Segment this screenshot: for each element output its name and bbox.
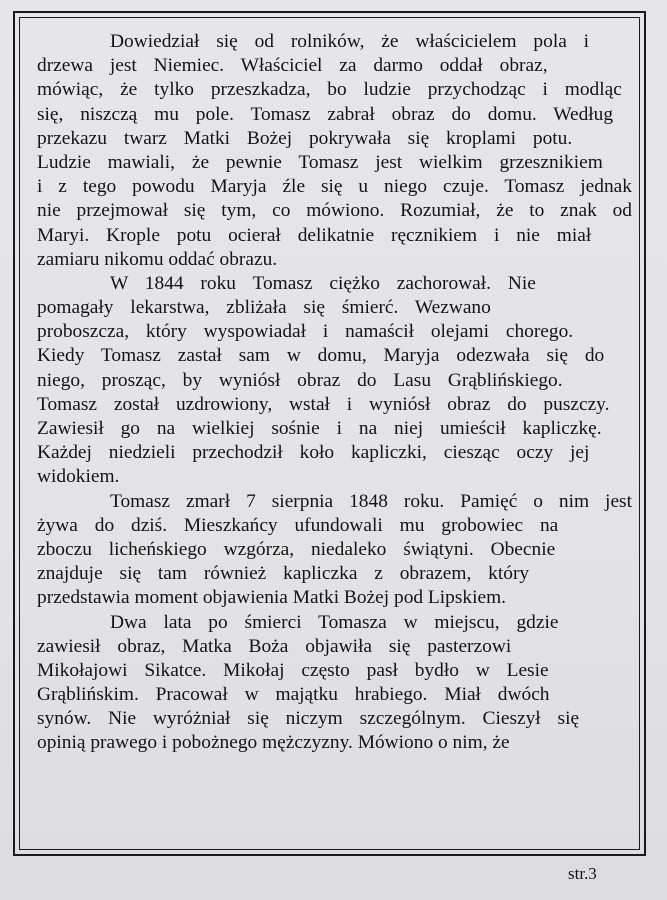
page-border-outer <box>13 11 646 856</box>
paragraph <box>37 30 632 272</box>
text-line: opinią prawego i pobożnego mężczyzny. Mówiono o nim, że <box>37 732 510 754</box>
text-line: zawiesił obraz, Matka Boża objawiła się pasterzowi <box>37 635 512 657</box>
text-line: Tomasz został uzdrowiony, wstał i wyniósł obraz do puszczy. <box>37 393 610 415</box>
text-line: Każdej niedzieli przechodził koło kapliczki, ciesząc oczy jej <box>37 442 590 464</box>
text-line: żywa do dziś. Mieszkańcy ufundowali mu grobowiec na <box>37 514 559 536</box>
text-line: drzewa jest Niemiec. Właściciel za darmo oddał obraz, <box>37 55 548 77</box>
text-line: Tomasz zmarł 7 sierpnia 1848 roku. Pamięć o nim jest <box>110 490 632 512</box>
paragraph <box>37 611 632 756</box>
text-line: Zawiesił go na wielkiej sośnie i na niej umieścił kapliczkę. <box>37 418 602 439</box>
text-line: Ludzie mawiali, że pewnie Tomasz jest wielkim grzesznikiem <box>37 151 603 173</box>
text-line: i z tego powodu Maryja źle się u niego czuje. Tomasz jednak <box>37 176 632 198</box>
text-line: synów. Nie wyróżniał się niczym szczególnym. Cieszył się <box>37 708 580 730</box>
text-line: nie przejmował się tym, co mówiono. Rozumiał, że to znak od <box>37 200 632 222</box>
text-line: zamiaru nikomu oddać obrazu. <box>37 248 278 270</box>
text-line: Dowiedział się od rolników, że właścicielem pola i <box>110 31 590 52</box>
text-line: zboczu licheńskiego wzgórza, niedaleko świątyni. Obecnie <box>37 538 556 560</box>
body-text <box>37 30 632 756</box>
paragraph <box>37 272 632 490</box>
text-line: przekazu twarz Matki Bożej pokrywała się kroplami potu. <box>37 127 573 149</box>
text-line: Dwa lata po śmierci Tomasza w miejscu, gdzie <box>110 611 559 633</box>
text-line: przedstawia moment objawienia Matki Bożej pod Lipskiem. <box>37 587 507 609</box>
text-line: Grąblińskim. Pracował w majątku hrabiego. Miał dwóch <box>37 684 550 706</box>
text-line: się, niszczą mu pole. Tomasz zabrał obraz do domu. Według <box>37 103 614 125</box>
text-line: widokiem. <box>37 466 120 488</box>
page-number: str.3 <box>568 864 597 883</box>
text-line: mówiąc, że tylko przeszkadza, bo ludzie przychodząc i modląc <box>37 79 622 101</box>
text-line: Maryi. Krople potu ocierał delikatnie ręcznikiem i nie miał <box>37 224 592 246</box>
text-line: proboszcza, który wyspowiadał i namaścił olejami chorego. <box>37 321 574 343</box>
text-line: znajduje się tam również kapliczka z obrazem, który <box>37 563 530 585</box>
text-line: Mikołajowi Sikatce. Mikołaj często pasł bydło w Lesie <box>37 659 549 681</box>
text-line: pomagały lekarstwa, zbliżała się śmierć. Wezwano <box>37 297 491 319</box>
page-border-inner <box>19 17 640 850</box>
text-line: niego, prosząc, by wyniósł obraz do Lasu Grąblińskiego. <box>37 369 563 391</box>
text-line: W 1844 roku Tomasz ciężko zachorował. Nie <box>110 272 536 294</box>
text-line: Kiedy Tomasz zastał sam w domu, Maryja odezwała się do <box>37 345 605 367</box>
paragraph <box>37 490 632 611</box>
